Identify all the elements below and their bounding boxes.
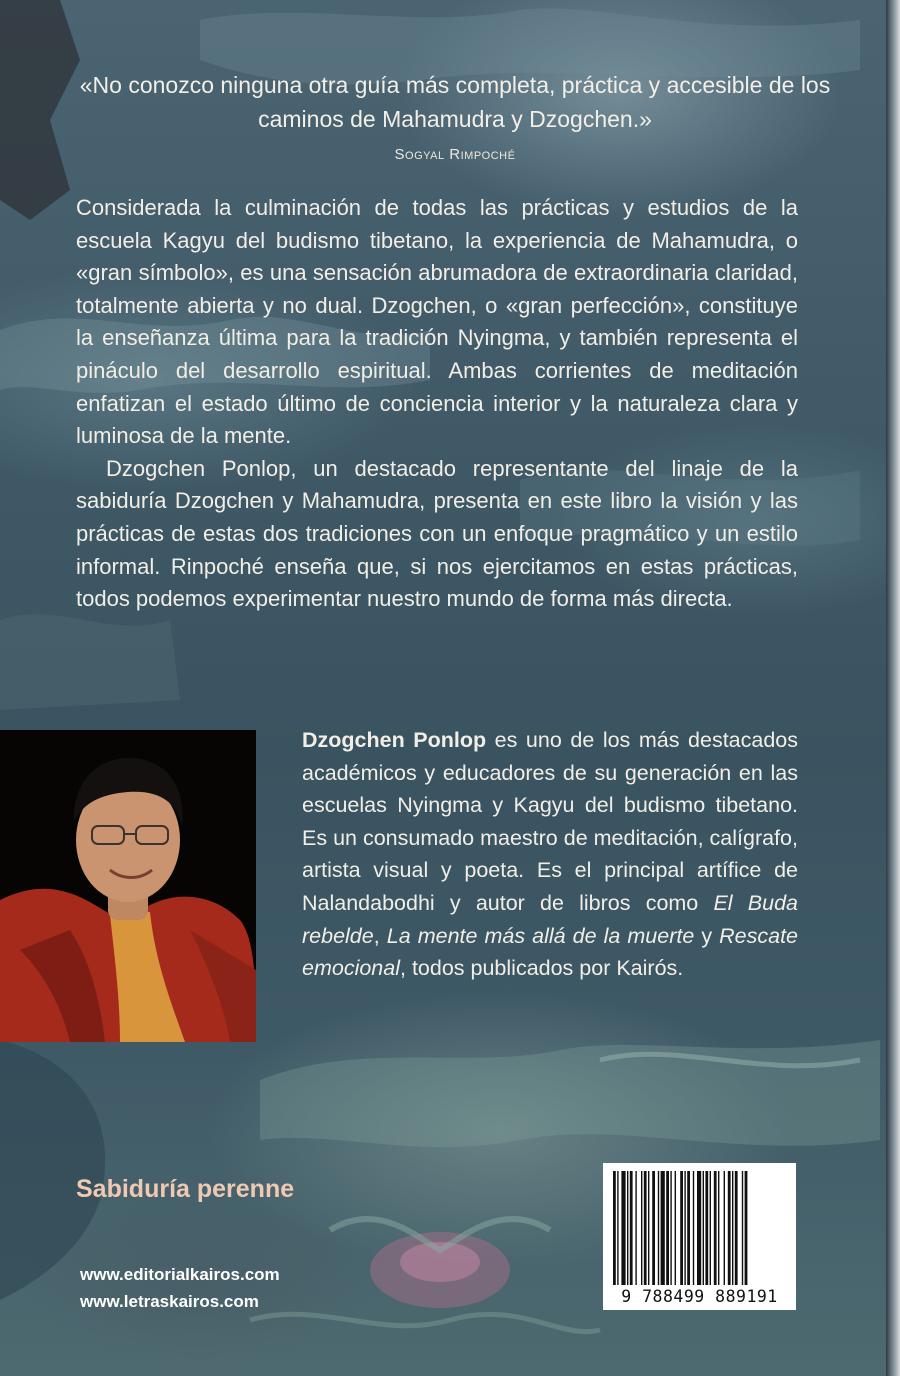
bio-separator-2: y	[694, 923, 720, 948]
barcode-bar	[742, 1171, 743, 1285]
barcode-bar	[724, 1171, 725, 1285]
url-editorialkairos[interactable]: www.editorialkairos.com	[80, 1265, 280, 1284]
barcode-bar	[710, 1171, 711, 1285]
isbn-barcode	[603, 1163, 796, 1310]
book-description	[76, 192, 798, 616]
barcode-bar	[693, 1171, 694, 1285]
barcode-bar	[661, 1171, 665, 1285]
barcode-bar	[675, 1171, 676, 1285]
publisher-urls	[80, 1261, 280, 1315]
description-paragraph-2: Dzogchen Ponlop, un destacado representante del linaje de la sabiduría Dzogchen y Mahamudra, presenta en este libro la visión y las prácticas de estas dos tradiciones con un enfoque pragmático y un estilo informal. Rinpoché enseña que, si nos ejercitamos en estas prácticas, todos podemos experimentar nuestro mundo de forma más directa.	[76, 455, 798, 612]
barcode-bar	[666, 1171, 669, 1285]
book-edge	[886, 0, 900, 1376]
bio-text-2: , todos publicados por Kairós.	[400, 956, 684, 981]
barcode-bar	[697, 1171, 701, 1285]
barcode-bar	[714, 1171, 717, 1285]
bio-separator-1: ,	[373, 923, 387, 948]
barcode-bar	[635, 1171, 636, 1285]
barcode-bar	[630, 1171, 633, 1285]
barcode-bar	[644, 1171, 647, 1285]
barcode-bar	[641, 1171, 642, 1285]
author-bio	[302, 724, 798, 985]
barcode-bar	[687, 1171, 690, 1285]
barcode-bar	[680, 1171, 683, 1285]
bio-text-1: es uno de los más destacados académicos y educadores de su generación en las escuelas Nyingma y Kagyu del budismo tibetano. Es un consumado maestro de meditación, calígrafo, artista visual y poeta. Es el principal artífice de Nalandabodhi y autor de libros como	[302, 728, 798, 915]
barcode-bar	[728, 1171, 731, 1285]
barcode-bar	[705, 1171, 708, 1285]
barcode-bar	[718, 1171, 719, 1285]
series-name: Sabiduría perenne	[76, 1175, 295, 1203]
barcode-bar	[621, 1171, 625, 1285]
barcode-bar	[652, 1171, 655, 1285]
barcode-bar	[732, 1171, 733, 1285]
endorsement-quote: «No conozco ninguna otra guía más completa, práctica y accesible de los caminos de Mahamudra y Dzogchen.»	[79, 72, 831, 132]
url-letraskairos[interactable]: www.letraskairos.com	[80, 1292, 259, 1311]
barcode-bar	[617, 1171, 618, 1285]
barcode-bar	[648, 1171, 649, 1285]
barcode-bar	[627, 1171, 628, 1285]
author-portrait-illustration	[0, 730, 256, 1042]
barcode-bar	[735, 1171, 738, 1285]
author-name: Dzogchen Ponlop	[302, 728, 487, 752]
isbn-number: 9 788499 889191	[621, 1287, 778, 1306]
author-photo	[0, 730, 256, 1042]
book-title-2: La mente más allá de la muerte	[386, 923, 695, 948]
barcode-bar	[670, 1171, 671, 1285]
description-paragraph-1: Considerada la culminación de todas las prácticas y estudios de la escuela Kagyu del budismo tibetano, la experiencia de Mahamudra, o «gran símbolo», es una sensación abrumadora de extraordinaria claridad, totalmente abierta y no dual. Dzogchen, o «gran perfección», constituye la enseñanza última para la tradición Nyingma, y también representa el pináculo del desarrollo espiritual. Ambas corrientes de meditación enfatizan el estado último de conciencia interior y la naturaleza clara y luminosa de la mente.	[76, 195, 798, 449]
quote-author: Sogyal Rimpoché	[394, 146, 516, 163]
barcode-bars	[603, 1163, 796, 1287]
book-title-1: El Buda rebelde	[302, 890, 798, 948]
book-title-3: Rescate emocional	[302, 923, 798, 981]
barcode-bar	[745, 1171, 748, 1285]
barcode-bar	[703, 1171, 704, 1285]
barcode-bar	[658, 1171, 659, 1285]
barcode-bar	[613, 1171, 616, 1285]
barcode-bar	[684, 1171, 685, 1285]
